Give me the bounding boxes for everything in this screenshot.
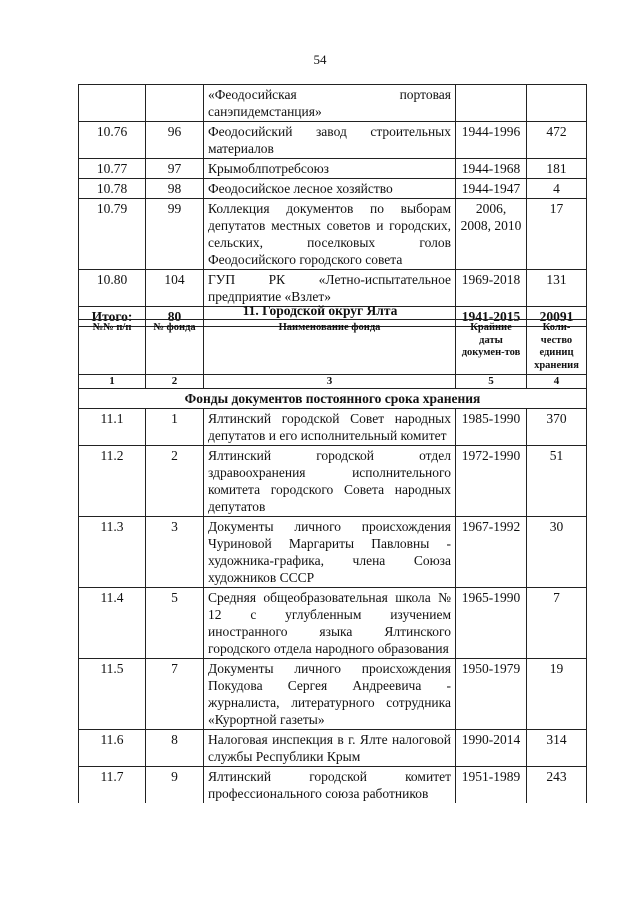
row-number (79, 85, 146, 122)
fund-count: 51 (527, 446, 587, 517)
fund-name: Средняя общеобразовательная школа № 12 с углубленным изучением иностранного языка Ялтинского городского отдела народного образования (204, 588, 456, 659)
fund-name: Документы личного происхождения Чуриновой Маргариты Павловны - художника-графика, члена Союза художников СССР (204, 517, 456, 588)
fund-name: ГУП РК «Летно-испытательное предприятие «Взлет» (204, 270, 456, 307)
section-title: 11. Городской округ Ялта (242, 303, 398, 318)
column-index: 4 (527, 375, 587, 389)
table-row (79, 409, 587, 446)
fund-dates: 1967-1992 (456, 517, 527, 588)
fund-number: 9 (146, 767, 204, 804)
fund-number: 98 (146, 179, 204, 199)
fund-count: 7 (527, 588, 587, 659)
fund-dates: 1951-1989 (456, 767, 527, 804)
fund-name: Налоговая инспекция в г. Ялте налоговой службы Республики Крым (204, 730, 456, 767)
group-title: Фонды документов постоянного срока хранения (79, 389, 587, 409)
fund-dates: 1944-1996 (456, 122, 527, 159)
row-number: 11.4 (79, 588, 146, 659)
fund-count: 472 (527, 122, 587, 159)
table-row (79, 122, 587, 159)
fund-name: Ялтинский городской отдел здравоохранения исполнительного комитета городского Совета народных депутатов (204, 446, 456, 517)
fund-count: 370 (527, 409, 587, 446)
header-count: Коли-чество единиц хранения (527, 320, 587, 375)
page-number: 54 (313, 52, 327, 67)
total-label: Итого: (79, 307, 146, 327)
column-index: 3 (204, 375, 456, 389)
fund-dates: 1990-2014 (456, 730, 527, 767)
fund-dates: 1972-1990 (456, 446, 527, 517)
table-row (79, 659, 587, 730)
row-number: 11.7 (79, 767, 146, 804)
header-fund: № фонда (146, 320, 204, 375)
column-index: 5 (456, 375, 527, 389)
fund-count (527, 85, 587, 122)
row-number: 10.76 (79, 122, 146, 159)
fund-dates: 1950-1979 (456, 659, 527, 730)
table-row (79, 85, 587, 122)
fund-dates: 1985-1990 (456, 409, 527, 446)
column-index-row (79, 375, 587, 389)
total-count: 20091 (527, 307, 587, 327)
fund-count: 17 (527, 199, 587, 270)
fund-dates: 1944-1968 (456, 159, 527, 179)
table-header-row (79, 320, 587, 375)
fund-name: Ялтинский городской Совет народных депутатов и его исполнительный комитет (204, 409, 456, 446)
fund-name: Коллекция документов по выборам депутатов местных советов и городских, сельских, поселковых голов Феодосийского городского совета (204, 199, 456, 270)
row-number: 10.78 (79, 179, 146, 199)
fund-count: 181 (527, 159, 587, 179)
fund-number: 99 (146, 199, 204, 270)
fund-name: Документы личного происхождения Покудова Сергея Андреевича - журналиста, литературного сотрудника «Курортной газеты» (204, 659, 456, 730)
row-number: 11.6 (79, 730, 146, 767)
fund-dates: 1965-1990 (456, 588, 527, 659)
row-number: 10.79 (79, 199, 146, 270)
fund-number (146, 85, 204, 122)
fund-table-feodosia (78, 84, 587, 327)
header-num: №№ п/п (79, 320, 146, 375)
fund-number: 2 (146, 446, 204, 517)
fund-count: 4 (527, 179, 587, 199)
table-row (79, 179, 587, 199)
column-index: 1 (79, 375, 146, 389)
table-row (79, 730, 587, 767)
table-row (79, 517, 587, 588)
table-row (79, 446, 587, 517)
fund-count: 19 (527, 659, 587, 730)
table-row (79, 159, 587, 179)
row-number: 10.77 (79, 159, 146, 179)
fund-count: 243 (527, 767, 587, 804)
table-row (79, 270, 587, 307)
fund-dates (456, 85, 527, 122)
row-number: 11.3 (79, 517, 146, 588)
fund-name: Ялтинский городской комитет профессионального союза работников (204, 767, 456, 804)
fund-number: 1 (146, 409, 204, 446)
fund-number: 96 (146, 122, 204, 159)
fund-dates: 1969-2018 (456, 270, 527, 307)
fund-name: Феодосийское лесное хозяйство (204, 179, 456, 199)
fund-name: Крымоблпотребсоюз (204, 159, 456, 179)
fund-number: 8 (146, 730, 204, 767)
fund-name: «Феодосийская портовая санэпидемстанция» (204, 85, 456, 122)
table-row (79, 199, 587, 270)
row-number: 11.5 (79, 659, 146, 730)
group-title-row (79, 389, 587, 409)
fund-number: 7 (146, 659, 204, 730)
fund-number: 104 (146, 270, 204, 307)
total-dates: 1941-2015 (456, 307, 527, 327)
fund-dates: 2006, 2008, 2010 (456, 199, 527, 270)
fund-table-yalta (78, 319, 587, 803)
row-number: 11.2 (79, 446, 146, 517)
fund-number: 5 (146, 588, 204, 659)
column-index: 2 (146, 375, 204, 389)
row-number: 10.80 (79, 270, 146, 307)
fund-number: 3 (146, 517, 204, 588)
header-name: Наименование фонда (204, 320, 456, 375)
total-fund-count: 80 (146, 307, 204, 327)
fund-name: Феодосийский завод строительных материалов (204, 122, 456, 159)
table-row (79, 767, 587, 804)
header-dates: Крайние даты докумен-тов (456, 320, 527, 375)
table-row (79, 588, 587, 659)
row-number: 11.1 (79, 409, 146, 446)
fund-count: 30 (527, 517, 587, 588)
fund-count: 131 (527, 270, 587, 307)
fund-count: 314 (527, 730, 587, 767)
fund-number: 97 (146, 159, 204, 179)
fund-dates: 1944-1947 (456, 179, 527, 199)
